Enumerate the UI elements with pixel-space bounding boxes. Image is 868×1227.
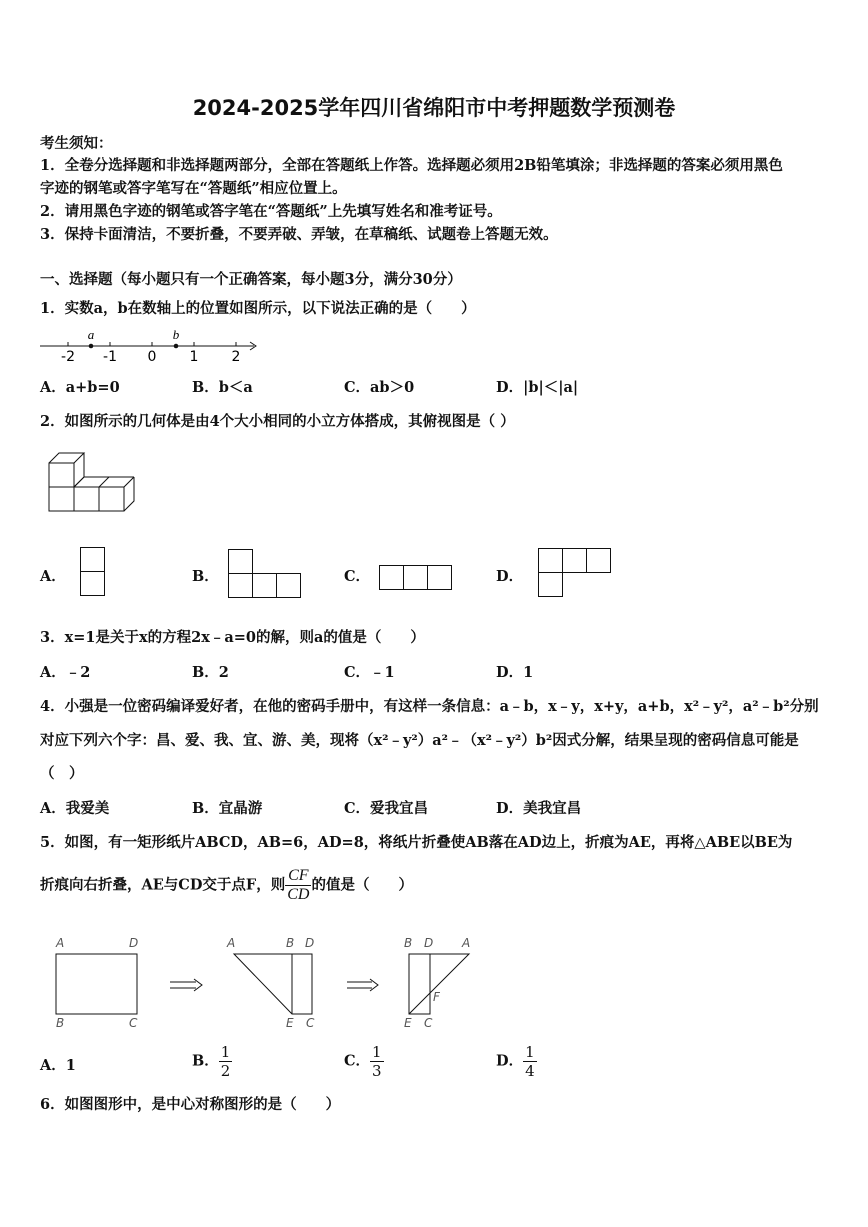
point-b-marker — [174, 344, 179, 349]
fig3-label-c: C — [424, 1016, 433, 1030]
fig3-label-f: F — [433, 990, 440, 1004]
option-label: A． — [40, 1057, 66, 1074]
q5-option-d[interactable] — [496, 1043, 537, 1080]
q1-option-b[interactable]: B．b＜a — [192, 379, 253, 396]
q3-option-b[interactable]: B．2 — [192, 664, 229, 681]
question-4-line: （ ） — [40, 765, 84, 782]
q5-option-c[interactable] — [344, 1043, 384, 1080]
notice-item: 3．保持卡面清洁，不要折叠，不要弄破、弄皱，在草稿纸、试题卷上答题无效。 — [40, 226, 558, 243]
cube-solid-figure — [46, 448, 138, 516]
question-1-stem: 1．实数a，b在数轴上的位置如图所示，以下说法正确的是（ ） — [40, 300, 476, 317]
q2-option-d-figure[interactable] — [538, 548, 612, 598]
q2-option-c-figure[interactable] — [379, 565, 453, 591]
point-a-label: a — [87, 327, 95, 342]
q5-option-b[interactable] — [192, 1043, 232, 1080]
question-5-text: 折痕向右折叠，AE与CD交于点F，则 — [40, 876, 286, 894]
fraction-denominator: CD — [287, 886, 310, 903]
option-label: D． — [496, 1052, 524, 1070]
page-title: 2024-2025学年四川省绵阳市中考押题数学预测卷 — [192, 96, 676, 120]
tick-label: 0 — [147, 349, 157, 365]
question-6-stem: 6．如图图形中，是中心对称图形的是（ ） — [40, 1096, 341, 1113]
question-5-line: 5．如图，有一矩形纸片ABCD，AB=6，AD=8，将纸片折叠使AB落在AD边上，折痕为AE，再将△ABE以BE为 — [40, 834, 793, 851]
point-b-label: b — [172, 327, 180, 342]
question-5-line — [40, 867, 413, 904]
fig3-label-e: E — [404, 1016, 412, 1030]
q4-option-c[interactable]: C．爱我宜昌 — [344, 800, 429, 817]
notice-item: 2．请用黑色字迹的钢笔或答字笔在“答题纸”上先填写姓名和准考证号。 — [40, 203, 502, 220]
fraction-numerator: 1 — [220, 1043, 231, 1061]
question-2-stem: 2．如图所示的几何体是由4个大小相同的小立方体搭成，其俯视图是（ ） — [40, 413, 515, 430]
fig2-label-b: B — [286, 936, 295, 950]
notice-item: 字迹的钢笔或答字笔写在“答题纸”相应位置上。 — [40, 180, 347, 197]
q2-option-d[interactable]: D． — [496, 568, 524, 585]
q2-option-a-figure[interactable] — [80, 547, 106, 597]
q1-option-c[interactable]: C．ab＞0 — [344, 379, 415, 396]
option-label: B． — [192, 1052, 219, 1070]
fraction-numerator: 1 — [372, 1043, 382, 1061]
question-3-stem: 3．x=1是关于x的方程2x﹣a=0的解，则a的值是（ ） — [40, 629, 425, 646]
fraction-denominator: 2 — [220, 1062, 231, 1080]
option-label: C． — [344, 1052, 371, 1070]
fig1-label-d: D — [129, 936, 139, 950]
fig2-label-e: E — [286, 1016, 294, 1030]
q2-option-c[interactable]: C． — [344, 568, 371, 585]
fig2-label-c: C — [306, 1016, 315, 1030]
q4-option-a[interactable]: A．我爱美 — [40, 800, 110, 817]
q1-option-d[interactable]: D．|b|＜|a| — [496, 379, 579, 396]
fig3-label-a: A — [462, 936, 471, 950]
q2-option-b-figure[interactable] — [228, 549, 302, 599]
notice-heading: 考生须知： — [40, 135, 113, 152]
q3-option-a[interactable]: A．﹣2 — [40, 664, 91, 681]
fig2-label-d: D — [305, 936, 315, 950]
number-line-figure — [38, 324, 264, 366]
fig2-label-a: A — [227, 936, 236, 950]
question-4-line: 4．小强是一位密码编译爱好者，在他的密码手册中，有这样一条信息：a﹣b，x﹣y，x+y，a+b，x²﹣y²，a²﹣b²分别 — [40, 698, 819, 715]
cf-cd-fraction — [285, 867, 311, 904]
fold-process-figure — [50, 933, 480, 1031]
q1-option-a[interactable]: A．a+b=0 — [40, 379, 120, 396]
tick-label: -1 — [103, 349, 117, 365]
q2-option-a[interactable]: A． — [40, 568, 66, 585]
fig1-label-a: A — [56, 936, 65, 950]
fraction-denominator: 4 — [525, 1062, 535, 1080]
q2-option-b[interactable]: B． — [192, 568, 219, 585]
tick-label: 1 — [189, 349, 199, 365]
fraction-denominator: 3 — [372, 1062, 382, 1080]
fig1-label-b: B — [56, 1016, 65, 1030]
fraction-numerator: CF — [285, 867, 311, 886]
tick-label: -2 — [61, 349, 75, 365]
q5-option-a[interactable] — [40, 1054, 76, 1075]
fig3-label-b: B — [404, 936, 413, 950]
fraction-numerator: 1 — [525, 1043, 535, 1061]
notice-item: 1．全卷分选择题和非选择题两部分，全部在答题纸上作答。选择题必须用2B铅笔填涂；非选择题的答案必须用黑色 — [40, 157, 783, 174]
point-a-marker — [89, 344, 94, 349]
section-heading: 一、选择题（每小题只有一个正确答案，每小题3分，满分30分） — [40, 271, 462, 288]
q3-option-c[interactable]: C．﹣1 — [344, 664, 395, 681]
q4-option-d[interactable]: D．美我宜昌 — [496, 800, 582, 817]
option-value: 1 — [65, 1057, 76, 1074]
question-5-text: 的值是（ ） — [311, 876, 413, 894]
fig3-label-d: D — [424, 936, 434, 950]
tick-label: 2 — [231, 349, 241, 365]
question-4-line: 对应下列六个字：昌、爱、我、宜、游、美，现将（x²﹣y²）a²﹣（x²﹣y²）b²因式分解，结果呈现的密码信息可能是 — [40, 732, 799, 749]
fig1-label-c: C — [129, 1016, 138, 1030]
q3-option-d[interactable]: D．1 — [496, 664, 534, 681]
q4-option-b[interactable]: B．宜晶游 — [192, 800, 263, 817]
